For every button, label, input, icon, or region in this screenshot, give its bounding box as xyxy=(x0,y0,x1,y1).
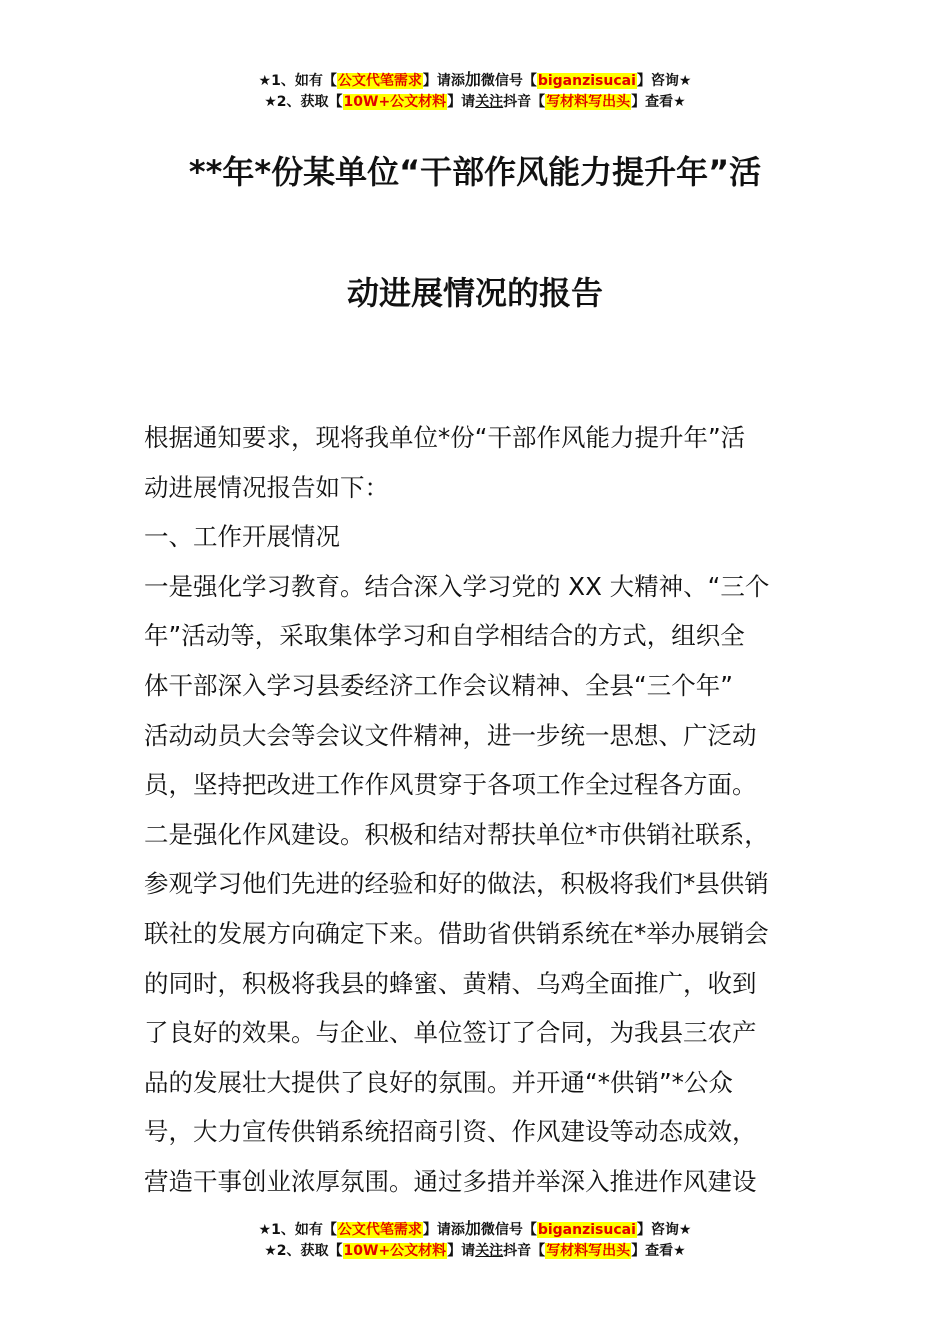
body-line: 二是强化作风建设。积极和结对帮扶单位*市供销社联系， xyxy=(144,819,769,849)
body-line: 了良好的效果。与企业、单位签订了合同，为我县三农产 xyxy=(144,1018,757,1048)
banner-highlight: 10W+公文材料 xyxy=(343,1243,447,1259)
banner-text: 】请 xyxy=(447,1243,476,1259)
top-banner xyxy=(0,70,950,114)
banner-text: ★2、获取【 xyxy=(264,1243,343,1259)
banner-text: 】咨询★ xyxy=(636,73,692,89)
banner-text: 】请 xyxy=(447,94,476,110)
document-title-line-1: **年*份某单位“干部作风能力提升年”活 xyxy=(188,153,762,191)
banner-line-2 xyxy=(0,92,950,114)
banner-text: 抖音【 xyxy=(503,94,546,110)
banner-line-2 xyxy=(0,1241,950,1263)
banner-text: 抖音【 xyxy=(503,1243,546,1259)
banner-text: 微信号【 xyxy=(480,1222,537,1238)
body-line: 动进展情况报告如下： xyxy=(144,472,389,502)
banner-text: ★1、如有【 xyxy=(258,1222,337,1238)
banner-highlight: biganzisucai xyxy=(537,73,636,89)
body-line: 联社的发展方向确定下来。借助省供销系统在*举办展销会 xyxy=(144,918,769,948)
body-line: 年”活动等，采取集体学习和自学相结合的方式，组织全 xyxy=(144,621,745,651)
body-line: 一是强化学习教育。结合深入学习党的 XX 大精神、“三个 xyxy=(144,571,770,601)
banner-underlined: 关注 xyxy=(475,1243,504,1259)
body-line: 根据通知要求，现将我单位*份“干部作风能力提升年”活 xyxy=(144,423,746,452)
body-line: 参观学习他们先进的经验和好的做法，积极将我们*县供销 xyxy=(144,869,769,899)
banner-highlight: 写材料写出头 xyxy=(546,1243,631,1259)
body-line: 品的发展壮大提供了良好的氛围。并开通“*供销”*公众 xyxy=(144,1067,733,1097)
body-line: 营造干事创业浓厚氛围。通过多措并举深入推进作风建设 xyxy=(144,1166,757,1196)
banner-line-1 xyxy=(0,1219,950,1241)
banner-line-1 xyxy=(0,70,950,92)
bottom-banner xyxy=(0,1219,950,1263)
banner-highlight: 写材料写出头 xyxy=(546,94,631,110)
banner-text: 】请添 xyxy=(422,1222,465,1238)
banner-text: 】咨询★ xyxy=(636,1222,692,1238)
body-line: 活动动员大会等会议文件精神，进一步统一思想、广泛动 xyxy=(144,720,757,750)
banner-text: ★2、获取【 xyxy=(264,94,343,110)
banner-text: 加 xyxy=(464,70,481,89)
banner-text: 】请添 xyxy=(422,73,465,89)
banner-underlined: 关注 xyxy=(475,94,504,110)
body-line: 员，坚持把改进工作作风贯穿于各项工作全过程各方面。 xyxy=(144,770,757,800)
banner-highlight: biganzisucai xyxy=(537,1222,636,1238)
banner-highlight: 公文代笔需求 xyxy=(337,73,422,89)
banner-text: ★1、如有【 xyxy=(258,73,337,89)
document-title-line-2: 动进展情况的报告 xyxy=(346,274,603,312)
body-line: 体干部深入学习县委经济工作会议精神、全县“三个年” xyxy=(144,670,733,700)
banner-highlight: 10W+公文材料 xyxy=(343,94,447,110)
banner-text: 】查看★ xyxy=(631,1243,686,1259)
banner-text: 微信号【 xyxy=(480,73,537,89)
banner-highlight: 公文代笔需求 xyxy=(337,1222,422,1238)
banner-text: 】查看★ xyxy=(631,94,686,110)
document-body xyxy=(144,413,809,1207)
body-line: 的同时，积极将我县的蜂蜜、黄精、乌鸡全面推广，收到 xyxy=(144,968,757,998)
body-line: 号，大力宣传供销系统招商引资、作风建设等动态成效， xyxy=(144,1117,757,1147)
banner-text: 加 xyxy=(464,1219,481,1238)
section-heading: 一、工作开展情况 xyxy=(144,522,340,552)
